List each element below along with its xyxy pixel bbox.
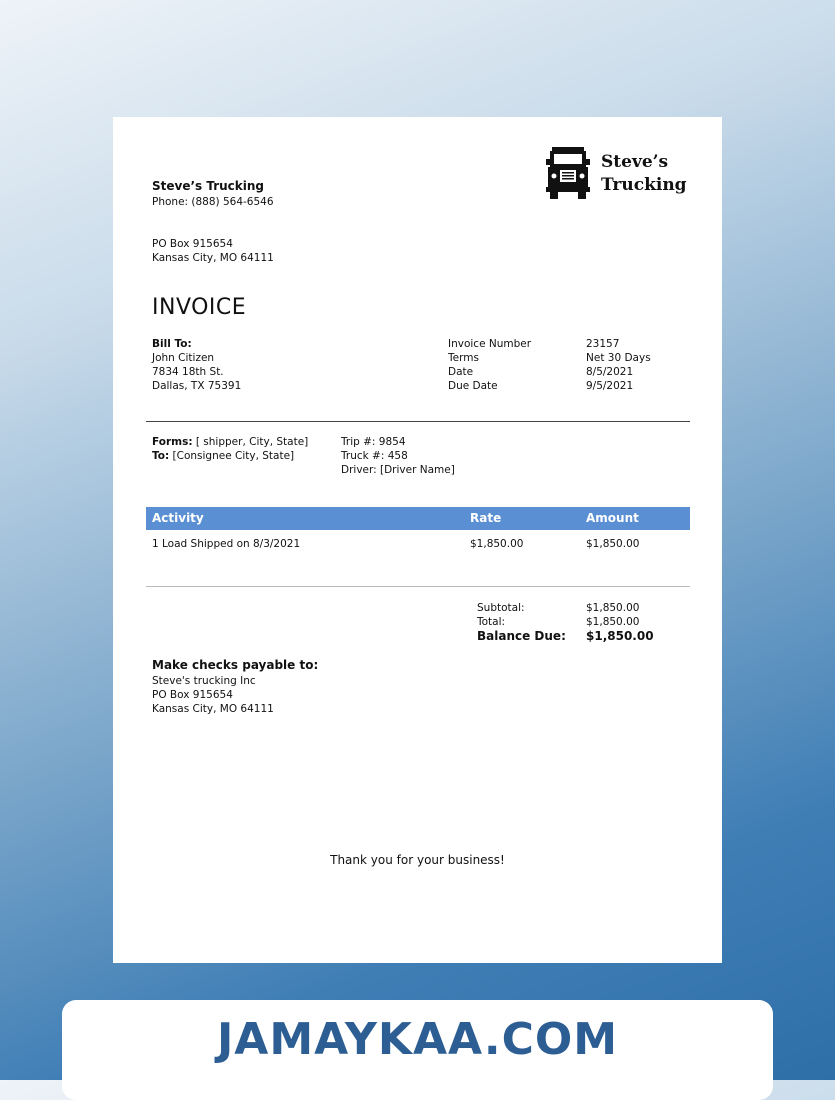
invoice-page bbox=[113, 117, 722, 963]
balance-due-label: Balance Due: bbox=[477, 629, 566, 643]
company-name: Steve’s Trucking bbox=[152, 179, 265, 193]
company-phone: Phone: (888) 564-6546 bbox=[152, 196, 274, 208]
truck-number: Truck #: 458 bbox=[341, 450, 408, 462]
payable-heading: Make checks payable to: bbox=[152, 658, 319, 672]
thank-you-note: Thank you for your business! bbox=[330, 853, 505, 867]
meta-value: 9/5/2021 bbox=[586, 380, 634, 392]
table-cell-rate: $1,850.00 bbox=[470, 538, 524, 550]
subtotal-value: $1,850.00 bbox=[586, 602, 640, 614]
balance-due-value: $1,850.00 bbox=[586, 629, 654, 643]
meta-label: Invoice Number bbox=[448, 338, 532, 350]
bill-to-name: John Citizen bbox=[152, 352, 215, 364]
meta-label: Due Date bbox=[448, 380, 498, 392]
section-divider bbox=[146, 421, 690, 422]
table-cell-activity: 1 Load Shipped on 8/3/2021 bbox=[152, 538, 301, 550]
table-header bbox=[146, 507, 690, 530]
column-header-activity: Activity bbox=[152, 511, 204, 525]
subtotal-label: Subtotal: bbox=[477, 602, 525, 614]
logo-text-line2: Trucking bbox=[601, 175, 687, 195]
watermark-banner bbox=[62, 1000, 773, 1100]
company-address-line1: PO Box 915654 bbox=[152, 238, 233, 250]
total-label: Total: bbox=[477, 616, 506, 628]
total-value: $1,850.00 bbox=[586, 616, 640, 628]
meta-value: 23157 bbox=[586, 338, 620, 350]
forms-label: Forms: bbox=[152, 436, 193, 448]
meta-value: 8/5/2021 bbox=[586, 366, 634, 378]
trip-number: Trip #: 9854 bbox=[341, 436, 406, 448]
payable-line1: Steve's trucking Inc bbox=[152, 675, 256, 687]
table-cell-amount: $1,850.00 bbox=[586, 538, 640, 550]
truck-logo-icon bbox=[544, 145, 592, 201]
watermark-text: JAMAYKAA.COM bbox=[216, 1014, 619, 1065]
to-value: [Consignee City, State] bbox=[169, 450, 295, 462]
bill-to-label: Bill To: bbox=[152, 338, 192, 350]
column-header-amount: Amount bbox=[586, 511, 639, 525]
to-line bbox=[152, 449, 294, 463]
meta-label: Date bbox=[448, 366, 474, 378]
forms-value: [ shipper, City, State] bbox=[192, 436, 309, 448]
payable-line2: PO Box 915654 bbox=[152, 689, 233, 701]
invoice-title: INVOICE bbox=[152, 295, 247, 320]
meta-value: Net 30 Days bbox=[586, 352, 651, 364]
logo-text-line1: Steve’s bbox=[601, 152, 669, 172]
to-label: To: bbox=[152, 450, 170, 462]
bill-to-street: 7834 18th St. bbox=[152, 366, 224, 378]
table-bottom-rule bbox=[146, 586, 690, 587]
driver-name: Driver: [Driver Name] bbox=[341, 464, 455, 476]
forms-line bbox=[152, 435, 308, 449]
payable-line3: Kansas City, MO 64111 bbox=[152, 703, 274, 715]
bill-to-city: Dallas, TX 75391 bbox=[152, 380, 242, 392]
meta-label: Terms bbox=[448, 352, 479, 364]
company-address-line2: Kansas City, MO 64111 bbox=[152, 252, 274, 264]
column-header-rate: Rate bbox=[470, 511, 502, 525]
